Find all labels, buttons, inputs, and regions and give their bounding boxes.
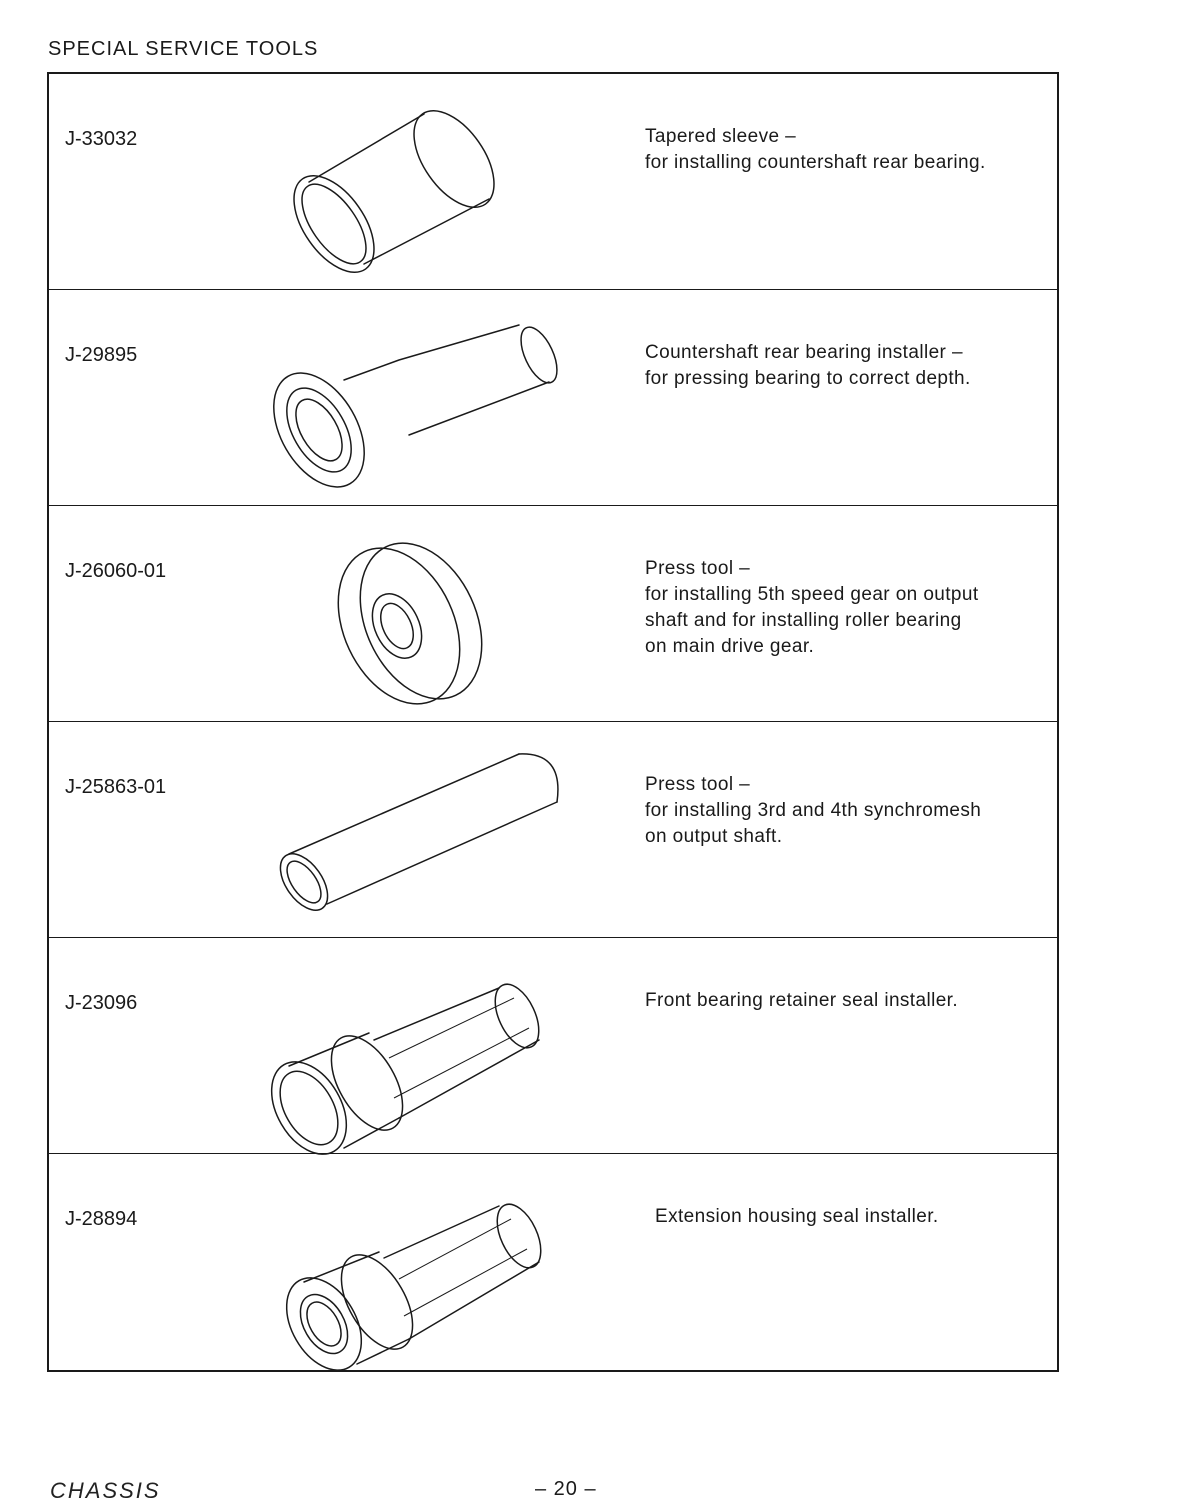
tool-number: J-29895	[65, 344, 138, 366]
press-tool-disc-icon	[249, 526, 569, 726]
tools-table	[47, 72, 1059, 1372]
page-title: SPECIAL SERVICE TOOLS	[48, 38, 319, 60]
tool-description: Countershaft rear bearing installer – for pressing bearing to correct depth.	[645, 342, 971, 389]
tool-row	[49, 722, 1057, 938]
tool-description: Press tool – for installing 3rd and 4th synchromesh on output shaft.	[645, 774, 982, 847]
tapered-sleeve-icon	[249, 94, 569, 294]
tool-row	[49, 74, 1057, 290]
tool-description: Extension housing seal installer.	[655, 1206, 939, 1227]
tool-description: Press tool – for installing 5th speed gear on output shaft and for installing roller bearing on main drive gear.	[645, 558, 979, 657]
tool-number: J-23096	[65, 992, 138, 1014]
tool-description: Front bearing retainer seal installer.	[645, 990, 959, 1011]
extension-seal-installer-icon	[249, 1174, 569, 1374]
tool-row	[49, 938, 1057, 1154]
tool-row	[49, 290, 1057, 506]
page-number: – 20 –	[535, 1478, 597, 1500]
tool-number: J-26060-01	[65, 560, 167, 582]
tool-number: J-28894	[65, 1208, 138, 1230]
tool-number: J-25863-01	[65, 776, 167, 798]
tool-row	[49, 506, 1057, 722]
tool-row	[49, 1154, 1057, 1372]
tool-description: Tapered sleeve – for installing countershaft rear bearing.	[645, 126, 986, 173]
seal-installer-icon	[249, 958, 569, 1158]
bearing-installer-icon	[249, 310, 569, 510]
tool-number: J-33032	[65, 128, 138, 150]
footer-section-label: CHASSIS	[50, 1478, 161, 1503]
press-tool-tube-icon	[249, 742, 569, 942]
